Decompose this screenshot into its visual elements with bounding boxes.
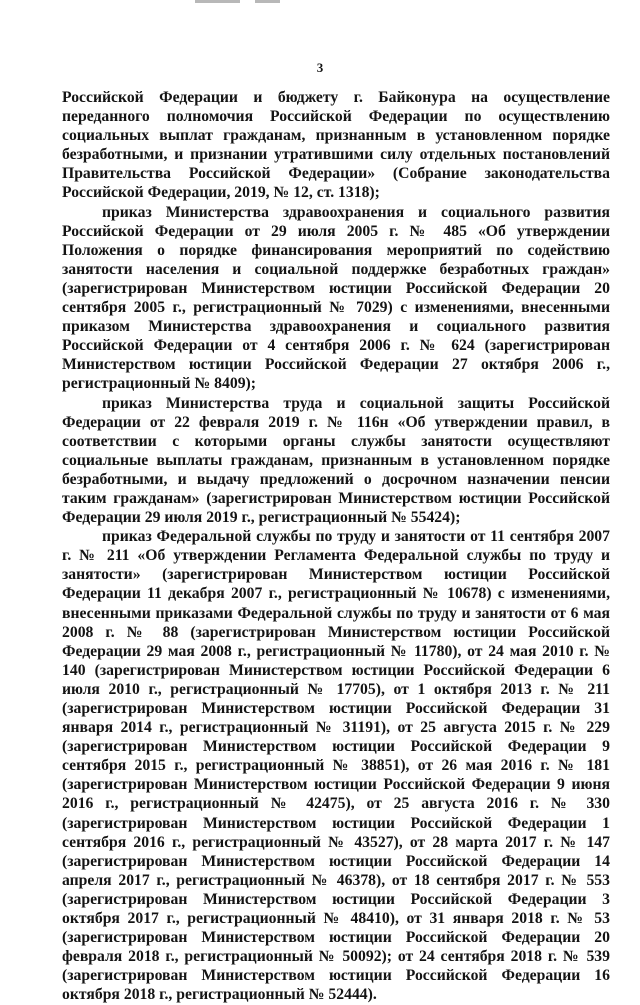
document-body	[62, 88, 610, 1005]
scan-edge-mark-right	[255, 0, 280, 3]
paragraph-order-116n: приказ Министерства труда и социальной защиты Российской Федерации от 22 февраля 2019 г. № 116н «Об утверждении правил, в соответствии с которыми органы службы занятости осуществляют социальные выплаты гражданам, признанным в установленном порядке безработными, и выдачу предложений о досрочном назначении пенсии таким гражданам» (зарегистрирован Министерством юстиции Российской Федерации 29 июля 2019 г., регистрационный № 55424);	[62, 394, 610, 527]
paragraph-continuation: Российской Федерации и бюджету г. Байконура на осуществление переданного полномочия Российской Федерации по осуществлению социальных выплат гражданам, признанным в установленном порядке безработными, и признании утратившими силу отдельных постановлений Правительства Российской Федерации» (Собрание законодательства Российской Федерации, 2019, № 12, ст. 1318);	[62, 89, 610, 202]
scan-edge-mark-left	[195, 0, 240, 3]
page-number: 3	[316, 60, 324, 75]
paragraph-order-485: приказ Министерства здравоохранения и социального развития Российской Федерации от 29 июля 2005 г. № 485 «Об утверждении Положения о порядке финансирования мероприятий по содействию занятости населения и социальной поддержке безработных граждан» (зарегистрирован Министерством юстиции Российской Федерации 20 сентября 2005 г., регистрационный № 7029) с изменениями, внесенными приказом Министерства здравоохранения и социального развития Российской Федерации от 4 сентября 2006 г. № 624 (зарегистрирован Министерством юстиции Российской Федерации 27 октября 2006 г., регистрационный № 8409);	[62, 203, 610, 393]
paragraph-order-211: приказ Федеральной службы по труду и занятости от 11 сентября 2007 г. № 211 «Об утверждении Регламента Федеральной службы по труду и занятости» (зарегистрирован Министерством юстиции Российской Федерации 11 декабря 2007 г., регистрационный № 10678) с изменениями, внесенными приказами Федеральной службы по труду и занятости от 6 мая 2008 г. № 88 (зарегистрирован Министерством юстиции Российской Федерации 29 мая 2008 г., регистрационный № 11780), от 24 мая 2010 г. № 140 (зарегистрирован Министерством юстиции Российской Федерации 6 июля 2010 г., регистрационный № 17705), от 1 октября 2013 г. № 211 (зарегистрирован Министерством юстиции Российской Федерации 31 января 2014 г., регистрационный № 31191), от 25 августа 2015 г. № 229 (зарегистрирован Министерством юстиции Российской Федерации 9 сентября 2015 г., регистрационный № 38851), от 26 мая 2016 г. № 181 (зарегистрирован Министерством юстиции Российской Федерации 9 июня 2016 г., регистрационный № 42475), от 25 августа 2016 г. № 330 (зарегистрирован Министерством юстиции Российской Федерации 1 сентября 2016 г., регистрационный № 43527), от 28 марта 2017 г. № 147 (зарегистрирован Министерством юстиции Российской Федерации 14 апреля 2017 г., регистрационный № 46378), от 18 сентября 2017 г. № 553 (зарегистрирован Министерством юстиции Российской Федерации 3 октября 2017 г., регистрационный № 48410), от 31 января 2018 г. № 53 (зарегистрирован Министерством юстиции Российской Федерации 20 февраля 2018 г., регистрационный № 50092); от 24 сентября 2018 г. № 539 (зарегистрирован Министерством юстиции Российской Федерации 16 октября 2018 г., регистрационный № 52444).	[62, 528, 610, 1004]
